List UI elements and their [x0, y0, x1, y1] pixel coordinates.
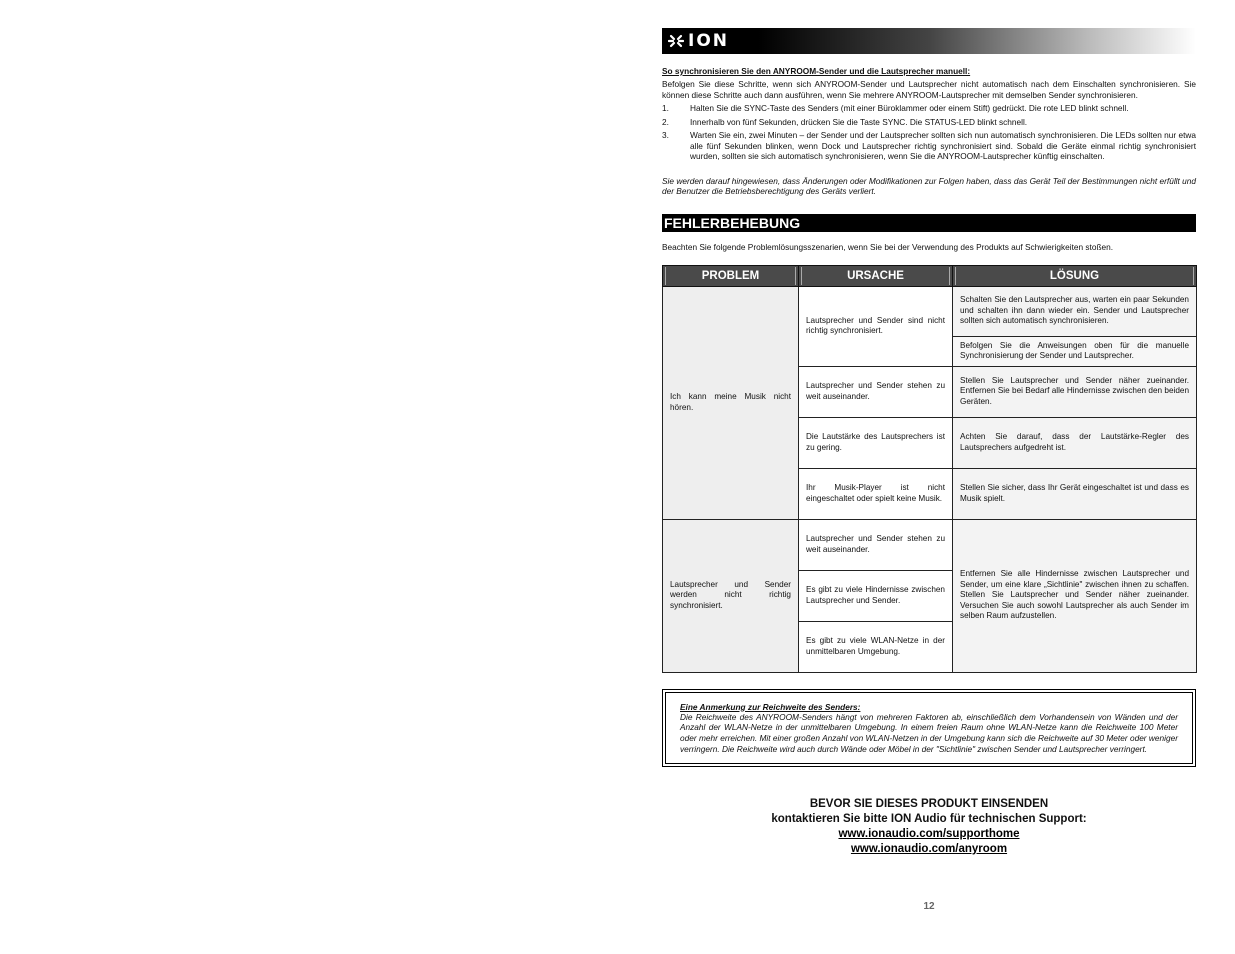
cause-cell: Lautsprecher und Sender stehen zu weit auseinander.: [799, 519, 953, 570]
cause-cell: Lautsprecher und Sender stehen zu weit auseinander.: [799, 366, 953, 417]
solution-cell: Schalten Sie den Lautsprecher aus, warten ein paar Sekunden und schalten ihn dann wieder ein. Sender und Lautsprecher sollten sich automatisch synchronisieren.: [953, 286, 1197, 336]
troubleshooting-heading: FEHLERBEHEBUNG: [662, 214, 1196, 232]
cause-cell: Es gibt zu viele Hindernisse zwischen Lautsprecher und Sender.: [799, 570, 953, 621]
sync-section-title: So synchronisieren Sie den ANYROOM-Sender und die Lautsprecher manuell:: [662, 66, 971, 76]
ion-logo: [668, 31, 729, 51]
problem-cell: Lautsprecher und Sender werden nicht richtig synchronisiert.: [663, 519, 799, 672]
contact-line-2: kontaktieren Sie bitte ION Audio für technischen Support:: [771, 812, 1087, 825]
column-header-problem: PROBLEM: [663, 265, 799, 286]
cause-cell: Ihr Musik-Player ist nicht eingeschaltet oder spielt keine Musik.: [799, 468, 953, 519]
cause-cell: Lautsprecher und Sender sind nicht richtig synchronisiert.: [799, 286, 953, 366]
solution-cell: Stellen Sie sicher, dass Ihr Gerät eingeschaltet ist und dass es Musik spielt.: [953, 468, 1197, 519]
manual-page: [662, 28, 1196, 912]
header-bar: [662, 28, 1196, 54]
solution-cell: Befolgen Sie die Anweisungen oben für die manuelle Synchronisierung der Sender und Lautsprecher.: [953, 336, 1197, 366]
column-header-solution: LÖSUNG: [953, 265, 1197, 286]
logo-text: ION: [688, 31, 730, 51]
troubleshooting-intro: Beachten Sie folgende Problemlösungsszenarien, wenn Sie bei der Verwendung des Produkts auf Schwierigkeiten stoßen.: [662, 241, 1114, 252]
column-header-cause: URSACHE: [799, 265, 953, 286]
step-text: Warten Sie ein, zwei Minuten – der Sender und der Lautsprecher sollten sich nun automatisch synchronisieren. Die LEDs sollten nur etwa alle fünf Sekunden blinken, wenn Dock und Lautsprecher richtig synchronisiert sind. Sobald die Geräte einmal richtig synchronisiert wurden, sollten sie sich automatisch synchronisieren, wenn Sie die ANYROOM-Lautsprecher künftig einschalten.: [690, 130, 1196, 161]
table-row: [663, 286, 1197, 336]
contact-line-1: BEVOR SIE DIESES PRODUKT EINSENDEN: [809, 797, 1049, 810]
ion-star-icon: [668, 33, 684, 49]
list-item: [662, 117, 1196, 128]
range-note-title: Eine Anmerkung zur Reichweite des Senders:: [680, 701, 861, 712]
support-home-link[interactable]: www.ionaudio.com/supporthome: [838, 827, 1020, 840]
step-text: Halten Sie die SYNC-Taste des Senders (mit einer Büroklammer oder einem Stift) gedrückt. Die rote LED blinkt schnell.: [690, 103, 1129, 113]
step-number: 2.: [662, 116, 669, 127]
troubleshooting-table: [662, 265, 1197, 673]
fcc-warning: Sie werden darauf hingewiesen, dass Änderungen oder Modifikationen zur Folgen haben, dass das Gerät Teil der Bestimmungen nicht erfüllt und der Benutzer die Betriebsberechtigung des Geräts verliert.: [662, 175, 1196, 196]
table-row: [663, 519, 1197, 570]
list-item: [662, 130, 1196, 162]
step-number: 3.: [662, 130, 669, 140]
cause-cell: Es gibt zu viele WLAN-Netze in der unmittelbaren Umgebung.: [799, 621, 953, 672]
table-header-row: [663, 265, 1197, 286]
step-number: 1.: [662, 103, 669, 113]
list-item: [662, 103, 1196, 114]
solution-cell: Entfernen Sie alle Hindernisse zwischen Lautsprecher und Sender, um eine klare „Sichtlinie" zwischen ihnen zu schaffen. Stellen Sie Lautsprecher und Sender näher zueinander. Versuchen Sie auch sowohl Lautsprecher als auch Sender im selben Raum aufzustellen.: [953, 519, 1197, 672]
page-number: 12: [923, 900, 935, 912]
solution-cell: Achten Sie darauf, dass der Lautstärke-Regler des Lautsprechers aufgedreht ist.: [953, 417, 1197, 468]
step-text: Innerhalb von fünf Sekunden, drücken Sie die Taste SYNC. Die STATUS-LED blinkt schnell.: [690, 116, 1028, 127]
solution-cell: Stellen Sie Lautsprecher und Sender näher zueinander. Entfernen Sie bei Bedarf alle Hindernisse zwischen den beiden Geräten.: [953, 366, 1197, 417]
range-note-body: Die Reichweite des ANYROOM-Senders hängt von mehreren Faktoren ab, einschließlich dem Vorhandensein von Wänden und der Anzahl der WLAN-Netze in der unmittelbaren Umgebung. In einem freien Raum ohne WLAN-Netze kann die Reichweite 100 Meter oder mehr erreichen. Mit einer großen Anzahl von WLAN-Netzen in der Umgebung kann sich die Reichweite auf 30 Meter oder weniger verringern. Die Reichweite wird auch durch Wände oder Möbel in der "Sichtlinie" zwischen Sender und Lautsprecher verringert.: [680, 711, 1178, 754]
sync-intro: Befolgen Sie diese Schritte, wenn sich ANYROOM-Sender und Lautsprecher nicht automatisch nach dem Einschalten synchronisieren. Sie können diese Schritte auch dann ausführen, wenn Sie mehrere ANYROOM-Lautsprecher mit demselben Sender synchronisieren.: [662, 79, 1196, 100]
anyroom-link[interactable]: www.ionaudio.com/anyroom: [850, 842, 1008, 855]
range-note-box: [662, 689, 1196, 767]
problem-cell: Ich kann meine Musik nicht hören.: [663, 286, 799, 519]
cause-cell: Die Lautstärke des Lautsprechers ist zu gering.: [799, 417, 953, 468]
support-contact: [662, 797, 1196, 857]
sync-steps: [662, 103, 1196, 162]
